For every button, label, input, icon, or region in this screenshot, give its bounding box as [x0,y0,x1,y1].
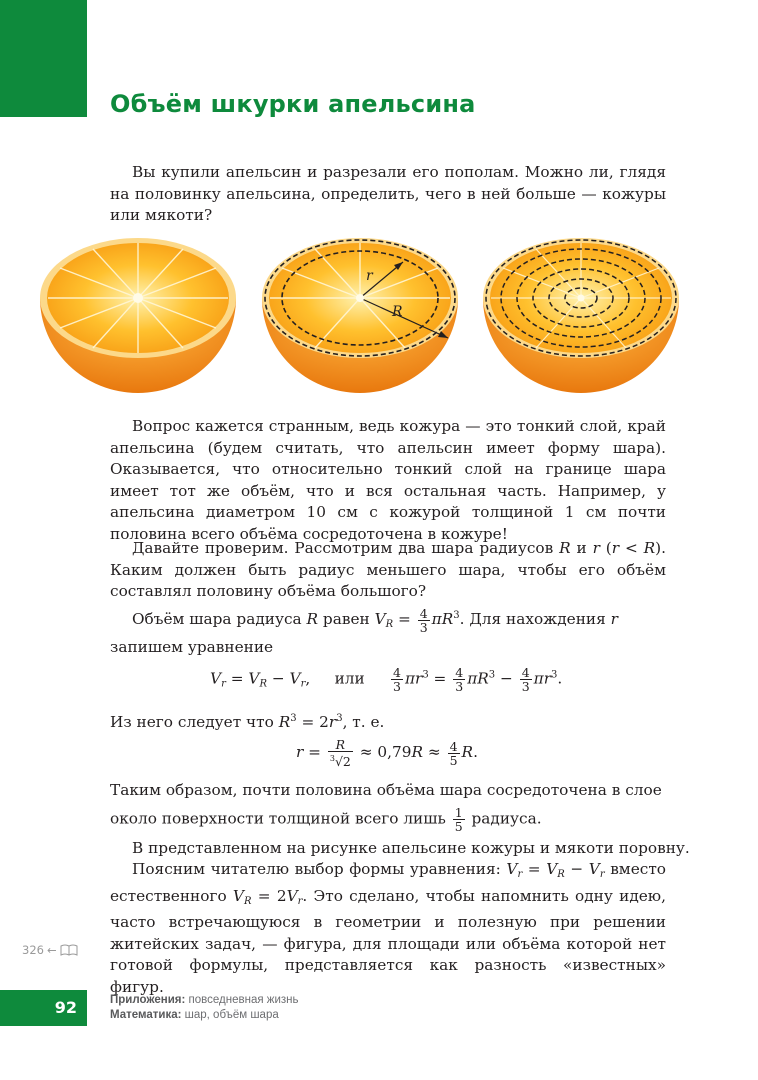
paragraph-check: Давайте проверим. Рассмотрим два шара радиусов R и r (r < R). Каким должен быть радиус меньшего шара, чтобы его объём составлял половину объёма большого? [110,539,666,600]
paragraph-peel-question: Вопрос кажется странным, ведь кожура — это тонкий слой, край апельсина (будем считать, что апельсин имеет форму шара). Оказывается, что относительно тонкий слой на границе шара имеет тот же объём, что и вся остальная часть. Например, у апельсина диаметром 10 см с кожурой толщиной 1 см почти половина всего объёма сосредоточена в кожуре! [110,417,666,543]
intro-paragraph: Вы купили апельсин и разрезали его пополам. Можно ли, глядя на половинку апельсина, определить, чего в ней больше — кожуры или мякоти? [110,163,666,224]
arrow-left-icon: ← [46,943,57,957]
header-green-block [0,0,87,117]
orange-half-illustration [38,236,238,396]
fraction-four-thirds: $\frac{4}{3}$ [419,605,428,635]
page-number: 92 [0,990,87,1026]
book-icon [60,944,78,956]
equation-radius-result: r = $\frac{R}{^3√2}$ ≈ 0,79R ≈ $\frac{4}{5}$ R. [296,737,478,770]
paragraph-equal-parts: В представленном на рисунке апельсине кожуры и мякоти поровну. [132,839,690,857]
footer-running-head: Приложения: повседневная жизнь Математика: шар, объём шара [110,994,299,1021]
radius-R-label: R [392,304,403,320]
paragraph-explanation: Поясним читателю выбор формы уравнения: $V_r = V_R - V_r$ вместо естественного $V_R = 2V_r$. Это сделано, чтобы напомнить одну идею, часто встречающуюся в геометрии и полезную при решении житейских задач, — фигура, для площади или объёма которой нет готовой формулы, представляется как разность «известных» фигур. [110,860,666,996]
orange-half-layers-illustration [481,236,681,396]
paragraph-consequence: Из него следует что $R^3 = 2r^3$, т. е. [110,713,385,731]
cross-reference[interactable] [22,943,78,957]
cross-reference-page: 326 [22,943,44,957]
paragraph-volume-line: Объём шара радиуса R равен $V_R$ = $\frac{4}{3}$ $\pi R^3$. Для нахождения r [132,605,618,635]
orange-half-radii-illustration [260,236,460,396]
paragraph-conclusion-line2: около поверхности толщиной всего лишь $\frac{1}{5}$ радиуса. [110,805,542,834]
paragraph-volume-line2: запишем уравнение [110,638,274,656]
radius-r-label: r [366,268,373,284]
equation-volume-difference: $V_r = V_R - V_r$, или $\frac{4}{3}$ $\pi r^3$ = $\frac{4}{3}$ $\pi R^3$ − $\frac{4}{3}$ $\pi r^3$. [210,665,563,694]
paragraph-conclusion-line1: Таким образом, почти половина объёма шара сосредоточена в слое [110,781,662,799]
page-title: Объём шкурки апельсина [110,90,476,118]
